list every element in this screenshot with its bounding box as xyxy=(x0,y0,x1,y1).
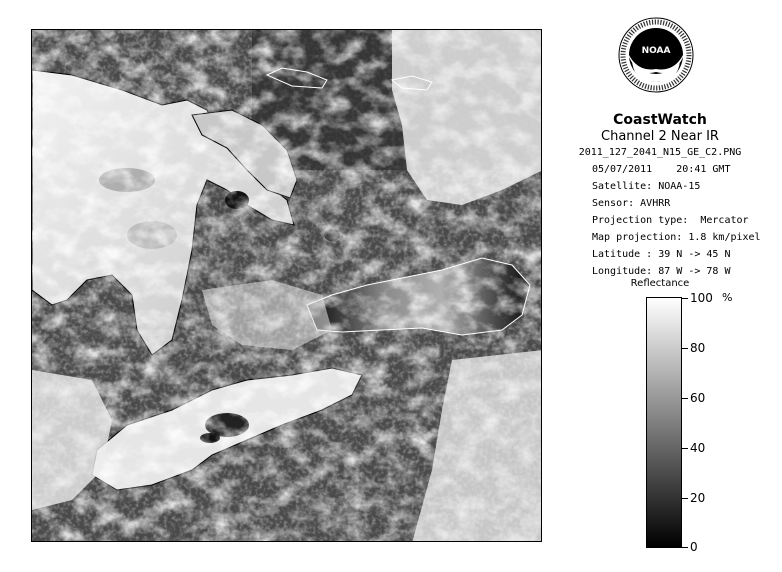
colorbar-tick xyxy=(682,348,688,349)
logo-text: NOAA xyxy=(641,46,671,56)
colorbar-tick-label: 60 xyxy=(690,391,706,405)
colorbar-tick xyxy=(682,547,688,548)
satellite-label: Satellite: NOAA-15 xyxy=(592,181,701,192)
colorbar-tick xyxy=(682,298,688,299)
projection-label: Projection type: Mercator xyxy=(592,215,749,226)
colorbar-tick xyxy=(682,398,688,399)
channel-subtitle: Channel 2 Near IR xyxy=(601,129,719,144)
longitude-label: Longitude: 87 W -> 78 W xyxy=(592,266,731,277)
colorbar-tick xyxy=(682,498,688,499)
map-projection-label: Map projection: 1.8 km/pixel xyxy=(592,232,761,243)
colorbar-tick-label: 40 xyxy=(690,441,706,455)
colorbar-tick-label: 100 xyxy=(690,291,713,305)
colorbar-tick xyxy=(682,448,688,449)
date-time-label: 05/07/2011 20:41 GMT xyxy=(592,164,731,175)
satellite-image xyxy=(31,29,542,542)
colorbar-tick-label: 20 xyxy=(690,491,706,505)
colorbar-tick-label: 0 xyxy=(690,540,698,554)
latitude-label: Latitude : 39 N -> 45 N xyxy=(592,249,731,260)
reflectance-colorbar xyxy=(646,297,682,548)
noaa-logo-icon xyxy=(618,17,694,93)
app-title: CoastWatch xyxy=(613,112,707,128)
legend-unit: % xyxy=(722,291,733,304)
sensor-label: Sensor: AVHRR xyxy=(592,198,671,209)
colorbar-tick-label: 80 xyxy=(690,341,706,355)
satellite-image-render xyxy=(32,30,542,542)
filename-label: 2011_127_2041_N15_GE_C2.PNG xyxy=(578,147,742,158)
legend-title: Reflectance xyxy=(630,278,690,289)
